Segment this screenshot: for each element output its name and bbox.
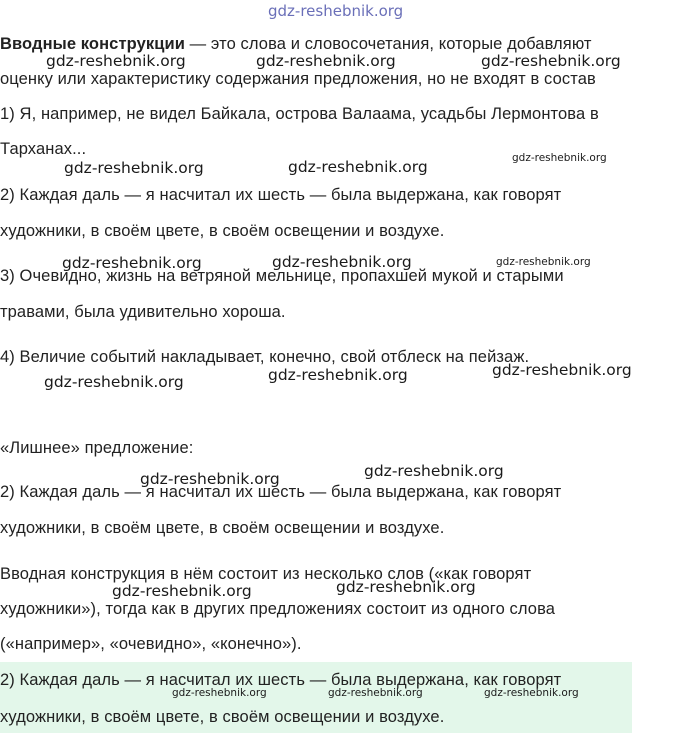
watermark: gdz-reshebnik.org xyxy=(44,373,184,391)
watermark: gdz-reshebnik.org xyxy=(481,52,621,70)
watermark: gdz-reshebnik.org xyxy=(484,687,579,699)
extra-sentence-line2: художники, в своём цвете, в своём освещении и воздухе. xyxy=(0,519,445,537)
watermark: gdz-reshebnik.org xyxy=(140,470,280,488)
watermark: gdz-reshebnik.org xyxy=(512,152,607,164)
watermark: gdz-reshebnik.org xyxy=(64,159,204,177)
sentence-4-line1: 4) Величие событий накладывает, конечно, свой отблеск на пейзаж. xyxy=(0,348,530,366)
watermark: gdz-reshebnik.org xyxy=(62,254,202,272)
watermark: gdz-reshebnik.org xyxy=(496,256,591,268)
sentence-3-line1: 3) Очевидно, жизнь на ветряной мельнице, пропахшей мукой и старыми xyxy=(0,267,564,285)
watermark: gdz-reshebnik.org xyxy=(288,158,428,176)
watermark: gdz-reshebnik.org xyxy=(364,462,504,480)
explanation-line1: Вводная конструкция в нём состоит из несколько слов («как говорят xyxy=(0,565,532,583)
watermark: gdz-reshebnik.org xyxy=(328,687,423,699)
extra-sentence-line1: 2) Каждая даль — я насчитал их шесть — была выдержана, как говорят xyxy=(0,483,562,501)
answer-line1: 2) Каждая даль — я насчитал их шесть — была выдержана, как говорят xyxy=(0,671,562,689)
explanation-line3: («например», «очевидно», «конечно»). xyxy=(0,635,302,653)
watermark: gdz-reshebnik.org xyxy=(268,366,408,384)
intro-definition-line2: оценку или характеристику содержания предложения, но не входят в состав xyxy=(0,70,596,88)
watermark: gdz-reshebnik.org xyxy=(268,2,404,20)
watermark: gdz-reshebnik.org xyxy=(256,52,396,70)
intro-term: Вводные конструкции xyxy=(0,35,185,53)
watermark: gdz-reshebnik.org xyxy=(272,253,412,271)
answer-line2: художники, в своём цвете, в своём освещении и воздухе. xyxy=(0,708,445,726)
watermark: gdz-reshebnik.org xyxy=(112,582,252,600)
watermark: gdz-reshebnik.org xyxy=(46,52,186,70)
sentence-1-line2: Тарханах... xyxy=(0,140,87,158)
sentence-3-line2: травами, была удивительно хороша. xyxy=(0,303,286,321)
intro-definition-text: — это слова и словосочетания, которые добавляют xyxy=(184,35,592,53)
watermark: gdz-reshebnik.org xyxy=(172,687,267,699)
sentence-2-line1: 2) Каждая даль — я насчитал их шесть — была выдержана, как говорят xyxy=(0,186,562,204)
extra-heading: «Лишнее» предложение: xyxy=(0,439,194,457)
explanation-line2: художники»), тогда как в других предложениях состоит из одного слова xyxy=(0,600,556,618)
intro-definition-line1 xyxy=(0,34,592,54)
sentence-1-line1: 1) Я, например, не видел Байкала, острова Валаама, усадьбы Лермонтова в xyxy=(0,105,599,123)
sentence-2-line2: художники, в своём цвете, в своём освещении и воздухе. xyxy=(0,222,445,240)
watermark: gdz-reshebnik.org xyxy=(492,361,632,379)
watermark: gdz-reshebnik.org xyxy=(336,578,476,596)
